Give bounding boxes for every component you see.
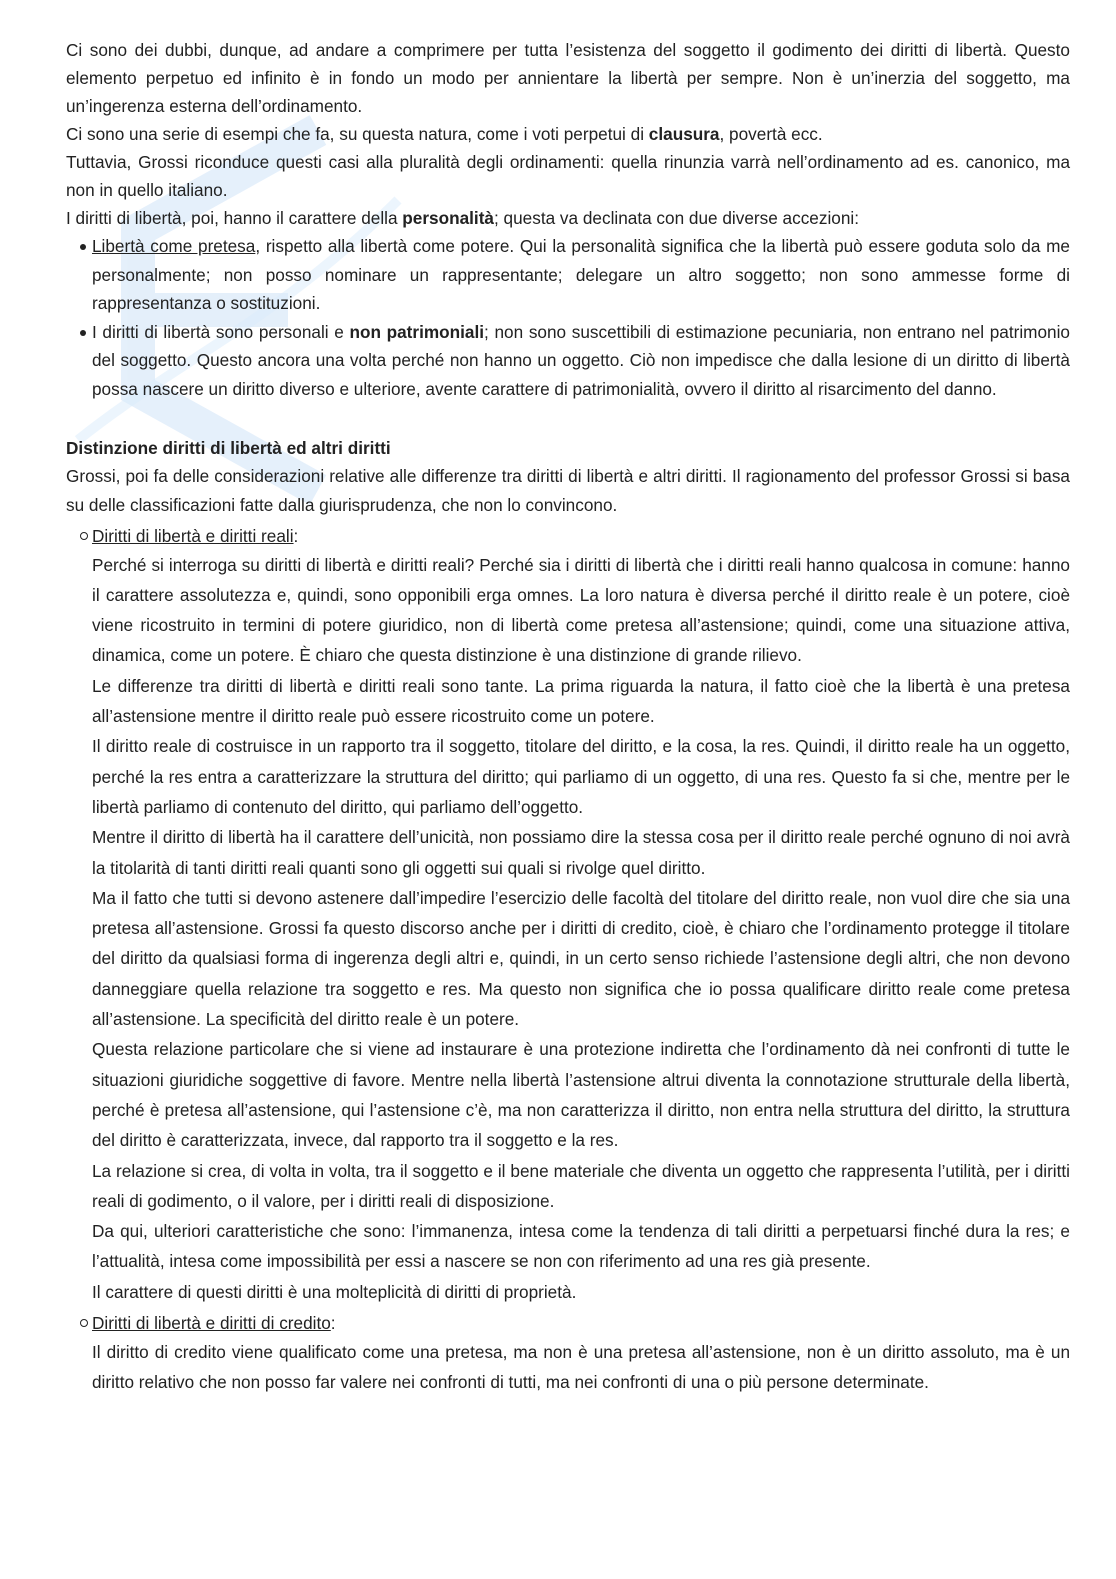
section-heading: Distinzione diritti di libertà ed altri diritti <box>66 437 391 458</box>
list-item <box>66 318 1070 404</box>
text-run: ; questa va declinata con due diverse accezioni: <box>494 208 859 228</box>
list-item <box>66 232 1070 318</box>
text-run: : <box>293 525 299 546</box>
hollow-bullet-icon <box>80 532 88 540</box>
bullet-dot-icon <box>80 330 86 336</box>
text-run: : <box>330 1312 336 1333</box>
body-paragraph: Le differenze tra diritti di libertà e diritti reali sono tante. La prima riguarda la natura, il fatto cioè che la libertà è una pretesa all’astensione mentre il diritto reale può essere ricostruito come un potere. <box>92 675 1070 727</box>
bullet-dot-icon <box>80 244 86 250</box>
body-paragraph: Il diritto reale di costruisce in un rapporto tra il soggetto, titolare del diritto, e la cosa, la res. Quindi, il diritto reale ha un oggetto, perché la res entra a caratterizzare la struttura del diritto; qui parliamo di un oggetto, di una res. Questo fa si che, mentre per le libertà parliamo di contenuto del diritto, qui parliamo dell’oggetto. <box>92 736 1070 817</box>
subsection-title-1 <box>66 522 1070 550</box>
body-paragraph: Questa relazione particolare che si viene ad instaurare è una protezione indiretta che l’ordinamento dà nei confronti di tutte le situazioni giuridiche soggettive di favore. Mentre nella libertà l’astensione altrui diventa la connotazione strutturale della libertà, perché è pretesa all’astensione, qui l’astensione c’è, ma non caratterizza il diritto, non entra nella struttura del diritto, la struttura del diritto è caratterizzata, invece, dal rapporto tra il soggetto e la res. <box>92 1039 1070 1151</box>
intro-paragraph-1: Ci sono dei dubbi, dunque, ad andare a comprimere per tutta l’esistenza del soggetto il godimento dei diritti di libertà. Questo elemento perpetuo ed infinito è in fondo un modo per annientare la libertà per sempre. Non è un’inerzia del soggetto, ma un’ingerenza esterna dell’ordinamento. <box>66 40 1070 116</box>
body-paragraph: La relazione si crea, di volta in volta, tra il soggetto e il bene materiale che diventa un oggetto che rappresenta l’utilità, per i diritti reali di godimento, o il valore, per i diritti reali di disposizione. <box>92 1160 1070 1211</box>
body-paragraph: Mentre il diritto di libertà ha il carattere dell’unicità, non possiamo dire la stessa cosa per il diritto reale perché ognuno di noi avrà la titolarità di tanti diritti reali quanti sono gli oggetti sui quali si rivolge quel diritto. <box>92 827 1070 878</box>
bold-term: personalità <box>402 208 494 228</box>
text-run: ; non sono suscettibili di estimazione pecuniaria, non entrano nel patrimonio del soggetto. Questo ancora una volta perché non hanno un oggetto. Ciò non impedisce che dalla lesione di un diritto di libertà possa nascere un diritto diverso e ulteriore, avente carattere di patrimonialità, ovvero il diritto al risarcimento del danno. <box>92 321 1070 399</box>
subsection-title-text: Diritti di libertà e diritti reali <box>92 525 294 546</box>
section-intro: Grossi, poi fa delle considerazioni relative alle differenze tra diritti di libertà e altri diritti. Il ragionamento del professor Grossi si basa su delle classificazioni fatte dalla giurisprudenza, che non lo convincono. <box>66 465 1070 515</box>
text-run: , rispetto alla libertà come potere. Qui la personalità significa che la libertà può essere goduta solo da me personalmente; non posso nominare un rappresentante; delegare un altro soggetto; non sono ammesse forme di rappresentanza o sostituzioni. <box>92 236 1070 314</box>
text-run: Ci sono una serie di esempi che fa, su questa natura, come i voti perpetui di <box>66 124 649 144</box>
bold-term: clausura <box>648 124 720 144</box>
intro-paragraph-3: Tuttavia, Grossi riconduce questi casi alla pluralità degli ordinamenti: quella rinunzia varrà nell’ordinamento ad es. canonico, ma non in quello italiano. <box>66 152 1070 200</box>
body-paragraph: Il carattere di questi diritti è una molteplicità di diritti di proprietà. <box>92 1281 577 1302</box>
subsection-body-1 <box>66 550 1070 1307</box>
bullet-list <box>66 232 1070 404</box>
body-paragraph: Da qui, ulteriori caratteristiche che sono: l’immanenza, intesa come la tendenza di tali diritti a perpetuarsi finché dura la res; e l’attualità, intesa come impossibilità per essi a nascere se non con riferimento ad una res già presente. <box>92 1221 1070 1272</box>
hollow-bullet-icon <box>80 1319 88 1327</box>
text-run: I diritti di libertà sono personali e <box>92 321 350 342</box>
body-paragraph: Ma il fatto che tutti si devono astenere dall’impedire l’esercizio delle facoltà del titolare del diritto reale, non vuol dire che sia una pretesa all’astensione. Grossi fa questo discorso anche per i diritti di credito, cioè, è chiaro che l’ordinamento protegge il titolare del diritto da qualsiasi forma di ingerenza degli altri e, quindi, in un certo senso richiede l’astensione degli altri, che non devono danneggiare quella relazione tra soggetto e res. Ma questo non significa che io possa qualificare diritto reale come pretesa all’astensione. La specificità del diritto reale è un potere. <box>92 887 1070 1030</box>
body-paragraph: Il diritto di credito viene qualificato come una pretesa, ma non è una pretesa all’astensione, non è un diritto assoluto, ma è un diritto relativo che non posso far valere nei confronti di tutti, ma nei confronti di una o più persone determinate. <box>92 1341 1070 1393</box>
intro-paragraph-2 <box>66 120 1070 148</box>
underlined-term: Libertà come pretesa <box>92 236 256 256</box>
bold-term: non patrimoniali <box>349 321 485 342</box>
subsection-title-text: Diritti di libertà e diritti di credito <box>92 1312 331 1333</box>
intro-paragraph-4 <box>66 204 1070 232</box>
body-paragraph: Perché si interroga su diritti di libertà e diritti reali? Perché sia i diritti di libertà che i diritti reali hanno qualcosa in comune: hanno il carattere assolutezza e, quindi, sono opponibili erga omnes. La loro natura è diversa perché il diritto reale è un potere, cioè viene ricostruito in termini di potere giuridico, non di libertà come pretesa all’astensione; quindi, come una situazione attiva, dinamica, come un potere. È chiaro che questa distinzione è una distinzione di grande rilievo. <box>92 554 1070 666</box>
text-run: , povertà ecc. <box>719 124 823 144</box>
text-run: I diritti di libertà, poi, hanno il carattere della <box>66 208 403 228</box>
subsection-title-2 <box>66 1309 1070 1337</box>
subsection-body-2 <box>66 1337 1070 1398</box>
